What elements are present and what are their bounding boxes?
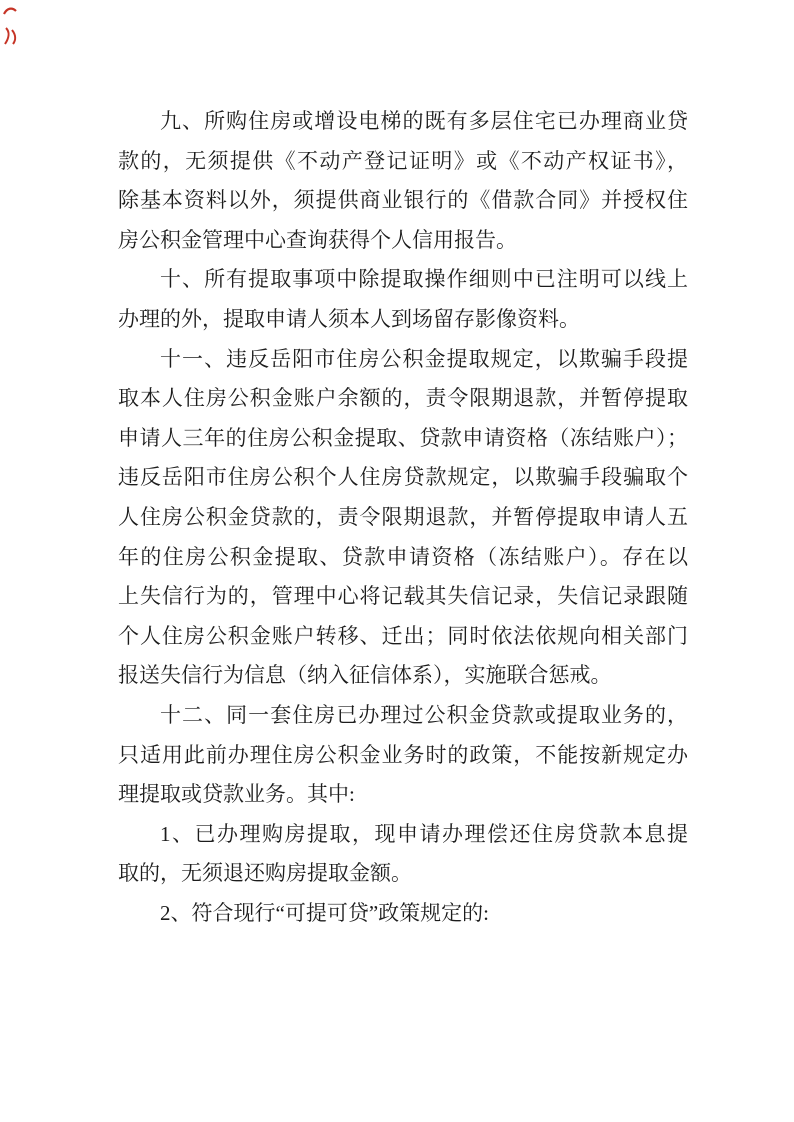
text-line: 款的，无须提供《不动产登记证明》或《不动产权证书》， [118, 148, 688, 173]
text-line: 只适用此前办理住房公积金业务时的政策，不能按新规定办 [118, 742, 688, 767]
text-line: 上失信行为的，管理中心将记载其失信记录，失信记录跟随 [118, 584, 688, 609]
red-pen-mark-bottom [2, 26, 19, 46]
text-line: 除基本资料以外，须提供商业银行的《借款合同》并授权住 [118, 188, 688, 213]
text-line: 违反岳阳市住房公积个人住房贷款规定，以欺骗手段骗取个 [118, 465, 688, 490]
item-12-paragraph [118, 696, 688, 815]
text-line: 十、所有提取事项中除提取操作细则中已注明可以线上 [160, 267, 688, 292]
item-11-paragraph [118, 340, 688, 696]
text-line: 办理的外，提取申请人须本人到场留存影像资料。 [118, 306, 580, 331]
text-line: 2、符合现行“可提可贷”政策规定的: [160, 900, 489, 925]
item-9-paragraph [118, 102, 688, 260]
text-line: 报送失信行为信息（纳入征信体系），实施联合惩戒。 [118, 663, 612, 688]
text-line: 个人住房公积金账户转移、迁出；同时依法依规向相关部门 [118, 623, 688, 648]
item-12-sub-item-1 [118, 815, 688, 894]
item-10-paragraph [118, 260, 688, 339]
text-line: 申请人三年的住房公积金提取、贷款申请资格（冻结账户）； [118, 425, 688, 450]
text-line: 取本人住房公积金账户余额的，责令限期退款，并暂停提取 [118, 386, 688, 411]
text-line: 年的住房公积金提取、贷款申请资格（冻结账户）。存在以 [118, 544, 688, 569]
text-line: 理提取或贷款业务。其中: [118, 782, 355, 807]
red-pen-mark-top [3, 5, 18, 18]
text-line: 十一、违反岳阳市住房公积金提取规定，以欺骗手段提 [160, 346, 688, 371]
text-line: 十二、同一套住房已办理过公积金贷款或提取业务的， [160, 702, 688, 727]
text-line: 九、所购住房或增设电梯的既有多层住宅已办理商业贷 [160, 109, 688, 133]
text-line: 人住房公积金贷款的，责令限期退款，并暂停提取申请人五 [118, 504, 688, 529]
document-body [118, 102, 688, 933]
item-12-sub-item-2 [118, 894, 688, 934]
text-line: 房公积金管理中心查询获得个人信用报告。 [118, 227, 517, 252]
text-line: 1、已办理购房提取，现申请办理偿还住房贷款本息提 [160, 821, 688, 846]
text-line: 取的，无须退还购房提取金额。 [118, 861, 412, 886]
